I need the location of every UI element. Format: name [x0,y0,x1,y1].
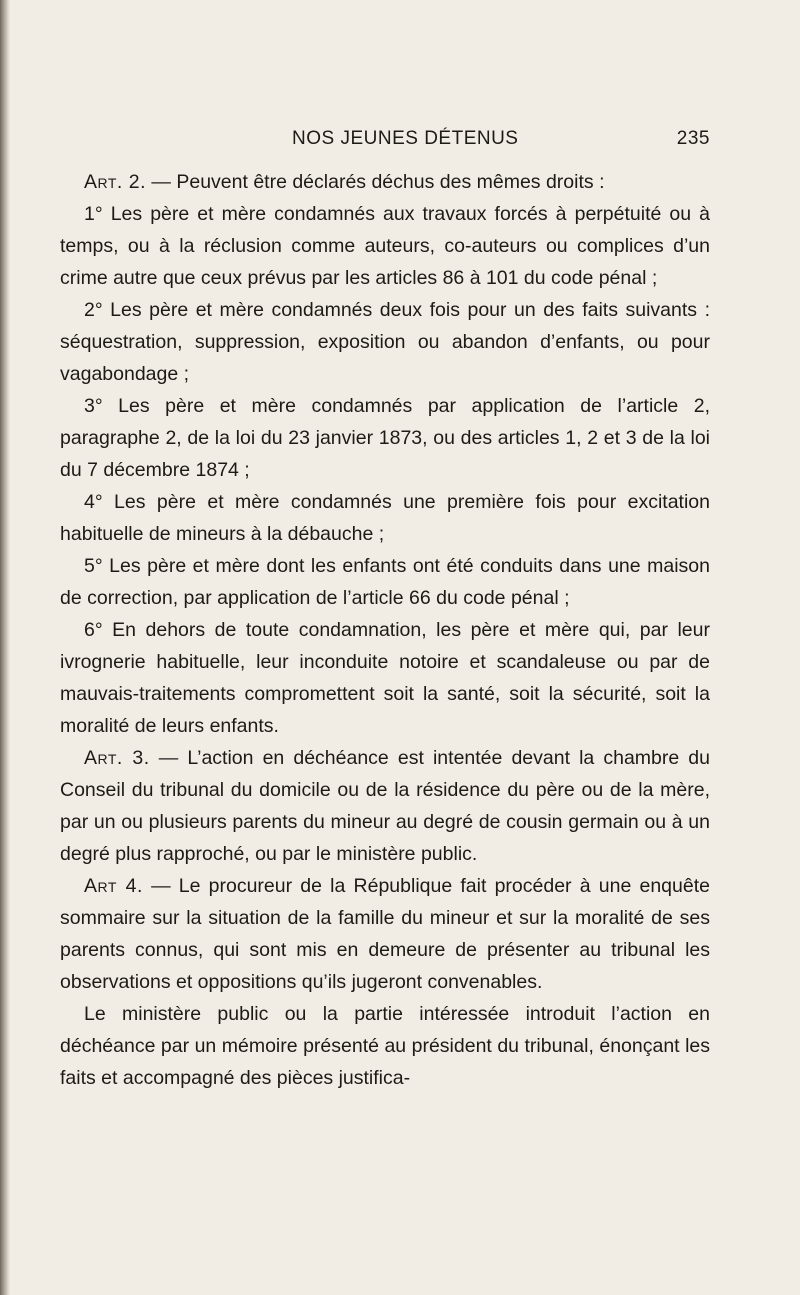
paragraph [60,742,710,870]
paragraph-text: — Le procureur de la République fait procéder à une enquête sommaire sur la situation de la famille du mineur et sur la moralité de ses parents connus, qui sont mis en demeure de présenter au tribunal les observations et oppositions qu’ils jugeront convenables. [60,875,710,993]
article-label: Art. 3. [84,747,150,769]
paragraph-text: 1° Les père et mère condamnés aux travaux forcés à perpétuité ou à temps, ou à la réclusion comme auteurs, co-auteurs ou complices d’un crime autre que ceux prévus par les articles 86 à 101 du code pénal ; [60,203,710,289]
paragraph-text: 3° Les père et mère condamnés par application de l’article 2, paragraphe 2, de la loi du 23 janvier 1873, ou des articles 1, 2 et 3 de la loi du 7 décembre 1874 ; [60,395,710,481]
book-page [60,128,710,1089]
paragraph-text: 4° Les père et mère condamnés une première fois pour excitation habituelle de mineurs à la débauche ; [60,491,710,545]
paragraph [60,614,710,742]
paragraph-text: 2° Les père et mère condamnés deux fois pour un des faits suivants : séquestration, suppression, exposition ou abandon d’enfants, ou pour vagabondage ; [60,299,710,385]
article-label: Art. 2. [84,171,147,193]
header-title: NOS JEUNES DÉTENUS [292,128,519,149]
paragraph [60,198,710,294]
running-header [60,128,710,158]
paragraph [60,390,710,486]
page-binding-edge [0,0,10,1295]
paragraph-text: 6° En dehors de toute condamnation, les père et mère qui, par leur ivrognerie habituelle, leur inconduite notoire et scandaleuse ou par de mauvais-traitements compromettent soit la santé, soit la sécurité, soit la moralité de leurs enfants. [60,619,710,737]
paragraph [60,486,710,550]
paragraph [60,550,710,614]
body-text [60,166,710,1094]
paragraph-text: — L’action en déchéance est intentée devant la chambre du Conseil du tribunal du domicile ou de la résidence du père ou de la mère, par un ou plusieurs parents du mineur au degré de cousin germain ou à un degré plus rapproché, ou par le ministère public. [60,747,710,865]
paragraph [60,166,710,198]
paragraph [60,294,710,390]
paragraph-text: 5° Les père et mère dont les enfants ont été conduits dans une maison de correction, par application de l’article 66 du code pénal ; [60,555,710,609]
page-number: 235 [676,128,710,149]
paragraph [60,870,710,998]
paragraph [60,998,710,1094]
paragraph-text: — Peuvent être déclarés déchus des mêmes droits : [146,171,605,193]
paragraph-text: Le ministère public ou la partie intéressée introduit l’action en déchéance par un mémoire présenté au président du tribunal, énonçant les faits et accompagné des pièces justifica- [60,1003,710,1089]
article-label: Art 4. [84,875,143,897]
